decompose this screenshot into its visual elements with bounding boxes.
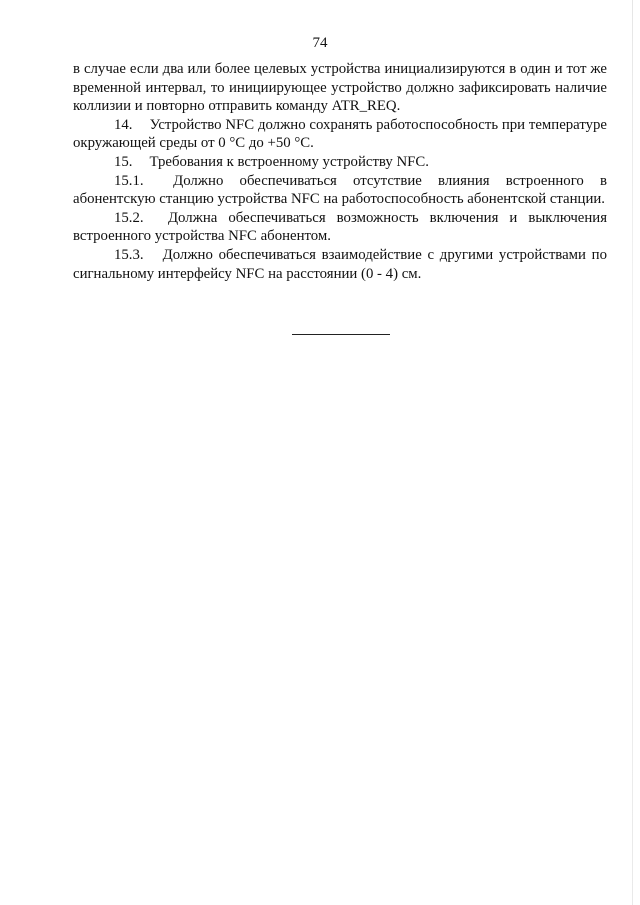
page-number: 74 xyxy=(312,35,328,51)
item-number: 14. xyxy=(114,116,133,133)
body-text xyxy=(73,60,607,283)
paragraph-item-15-3 xyxy=(73,246,607,283)
paragraph-text: Требования к встроенному устройству NFC. xyxy=(149,153,429,170)
item-number: 15. xyxy=(114,153,133,170)
item-number: 15.2. xyxy=(114,209,144,226)
paragraph-text: Должна обеспечиваться возможность включения и выключения встроенного устройства NFC абонентом. xyxy=(73,209,607,245)
item-number: 15.1. xyxy=(114,172,144,189)
scan-edge-shadow xyxy=(632,0,633,905)
paragraph-text: Устройство NFC должно сохранять работоспособность при температуре окружающей среды от 0 °С до +50 °С. xyxy=(73,116,608,152)
paragraph-text: Должно обеспечиваться взаимодействие с другими устройствами по сигнальному интерфейсу NFC на расстоянии (0 - 4) см. xyxy=(73,246,607,282)
paragraph-text: Должно обеспечиваться отсутствие влияния встроенного в абонентскую станцию устройства NFC на работоспособность абонентской станции. xyxy=(73,172,607,208)
paragraph-item-15-1 xyxy=(73,172,607,209)
item-number: 15.3. xyxy=(114,246,144,263)
end-divider-line xyxy=(292,334,390,335)
paragraph-item-15-2 xyxy=(73,209,607,246)
paragraph-item-15 xyxy=(73,153,607,172)
paragraph-continuation xyxy=(73,60,607,116)
paragraph-item-14 xyxy=(73,116,607,153)
paragraph-text: в случае если два или более целевых устройства инициализируются в один и тот же временной интервал, то инициирующее устройство должно зафиксировать наличие коллизии и повторно отправить команду ATR_REQ. xyxy=(73,61,607,115)
